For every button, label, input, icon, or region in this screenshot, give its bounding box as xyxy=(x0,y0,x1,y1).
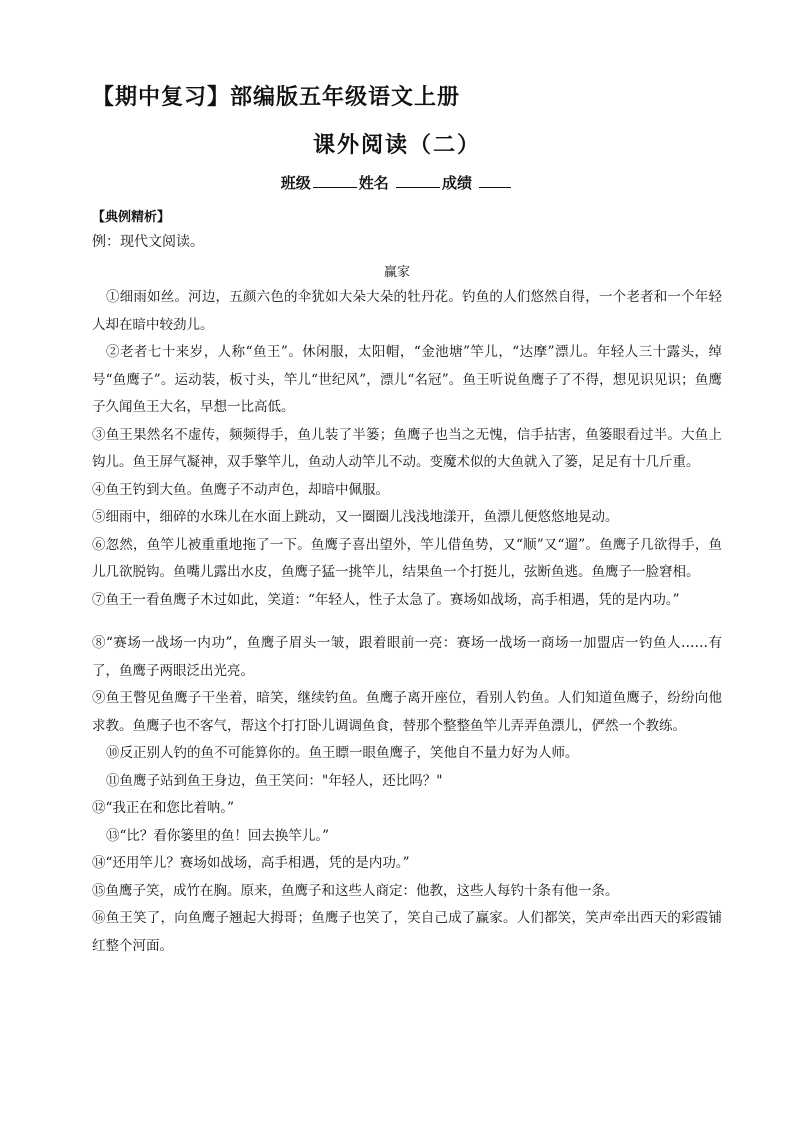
story-paragraph: ④鱼王钓到大鱼。鱼鹰子不动声色，却暗中佩服。 xyxy=(92,481,389,498)
class-blank xyxy=(313,173,357,188)
story-paragraph: ①细雨如丝。河边，五颜六色的伞犹如大朵大朵的牡丹花。钓鱼的人们悠然自得，一个老者和一个年轻人却在暗中较劲儿。 xyxy=(92,289,722,333)
story-title: 赢家 xyxy=(383,265,410,280)
section-heading: 【典例精析】 xyxy=(92,210,171,225)
document-title: 【期中复习】部编版五年级语文上册 xyxy=(92,85,461,110)
score-blank xyxy=(479,173,511,188)
story-paragraph: ⑨鱼王瞥见鱼鹰子干坐着，暗笑，继续钓鱼。鱼鹰子离开座位，看别人钓鱼。人们知道鱼鹰子，纷纷向他求教。鱼鹰子也不客气，帮这个打打卧儿调调鱼食，替那个整整鱼竿儿弄弄鱼漂儿，俨然一个教练。 xyxy=(92,690,722,734)
document-subtitle: 课外阅读（二） xyxy=(312,133,481,158)
story-paragraph: ⑬“比？看你篓里的鱼！回去换竿儿。” xyxy=(106,827,330,844)
paragraph-gap xyxy=(92,614,722,630)
story-paragraph: ⑪鱼鹰子站到鱼王身边，鱼王笑问："年轻人，还比吗？" xyxy=(106,772,443,789)
example-instruction: 例：现代文阅读。 xyxy=(92,234,204,250)
story-paragraph: ③鱼王果然名不虚传，频频得手，鱼儿装了半篓；鱼鹰子也当之无愧，信手拈害，鱼篓眼看过半。大鱼上钩儿。鱼王屏气凝神，双手擎竿儿，鱼动人动竿儿不动。变魔术似的大鱼就入了篓，足足有十几斤重。 xyxy=(92,426,722,470)
story-paragraph: ⑯鱼王笑了，向鱼鹰子翘起大拇哥；鱼鹰子也笑了，笑自己成了赢家。人们都笑，笑声牵出西天的彩霞铺红整个河面。 xyxy=(92,910,722,954)
story-paragraph: ⑩反正别人钓的鱼不可能算你的。鱼王瞟一眼鱼鹰子，笑他自不量力好为人师。 xyxy=(106,745,579,761)
student-info-line xyxy=(0,172,794,193)
story-paragraph: ⑦鱼王一看鱼鹰子木过如此，笑道：“年轻人，性子太急了。赛场如战场，高手相遇，凭的是内功。” xyxy=(92,591,680,608)
story-paragraph: ②老者七十来岁，人称“鱼王”。休闲服，太阳帽，“金池塘”竿儿，“达摩”漂儿。年轻人三十露头，绰号“鱼鹰子”。运动装，板寸头，竿儿“世纪风”，漂儿“名冠”。鱼王听说鱼鹰子了不得，想见识见识；鱼鹰子久闻鱼王大名，早想一比高低。 xyxy=(92,344,722,415)
class-label: 班级 xyxy=(280,174,311,192)
story-body xyxy=(92,284,722,960)
story-paragraph: ⑫“我正在和您比着呐。” xyxy=(92,800,235,816)
story-paragraph: ⑭“还用竿儿？赛场如战场，高手相遇，凭的是内功。” xyxy=(92,855,410,871)
name-blank xyxy=(396,173,440,188)
story-paragraph: ⑧“赛场一战场一内功”，鱼鹰子眉头一皱，跟着眼前一亮：赛场一战场一商场一加盟店一钓鱼人……有了，鱼鹰子两眼泛出光亮。 xyxy=(92,635,722,679)
name-label: 姓名 xyxy=(358,174,389,192)
story-paragraph: ⑥忽然，鱼竿儿被重重地拖了一下。鱼鹰子喜出望外，竿儿借鱼势，又“顺”又“遛”。鱼鹰子几欲得手，鱼儿几欲脱钩。鱼嘴儿露出水皮，鱼鹰子猛一挑竿儿，结果鱼一个打挺儿，弦断鱼逃。鱼鹰子一脸窘相。 xyxy=(92,536,722,580)
score-label: 成绩 xyxy=(442,174,473,192)
story-paragraph: ⑮鱼鹰子笑，成竹在胸。原来，鱼鹰子和这些人商定：他教，这些人每钓十条有他一条。 xyxy=(92,882,619,899)
story-paragraph: ⑤细雨中，细碎的水珠儿在水面上跳动，又一圈圈儿浅浅地漾开，鱼漂儿便悠悠地晃动。 xyxy=(92,509,619,525)
